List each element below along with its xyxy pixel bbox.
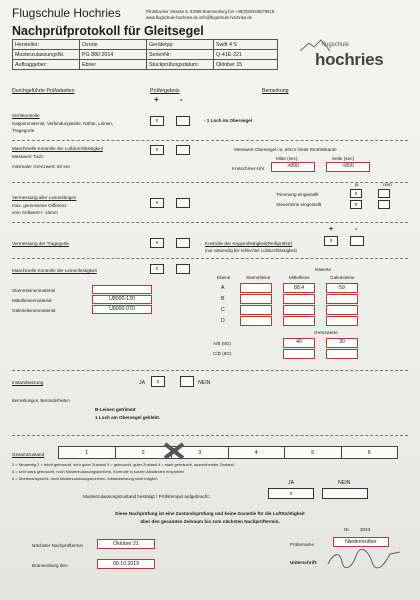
date-value: 09.10.2019 [97,559,155,569]
s1-plus-checkbox[interactable]: x [150,116,164,126]
pruefer-value: Niederreuther [333,537,389,547]
gesamt-scale-1[interactable]: 1 [59,447,116,459]
muster-nein-label: NEIN [338,480,351,486]
remarks-line1: B-Leinen getrimmt [95,407,136,412]
info-label: Stückprüfungsdatum: [147,60,214,70]
s5-m-galerie-label: Galerieleinenmaterial [12,308,56,313]
level-label: C [221,307,225,313]
s2-seite-label: Seite (sec) [332,156,354,161]
s6-title: Instandsetzung [12,380,44,385]
muster-label: Musterzulassungszustand bestätigt / Prüfstempel aufgebracht: [83,494,210,499]
gesamt-label: Gesamtzustand [12,452,45,457]
info-label: Hersteller: [13,40,80,50]
cross-mark-icon [163,442,185,460]
s2-plus-checkbox[interactable]: x [150,145,164,155]
info-row [13,60,278,70]
s5-galerie: Galerieleine [330,275,355,280]
s5-title: Maschinelle Kontrolle der Leinenfestigkeit [12,268,97,273]
s3-minus-checkbox[interactable] [176,198,190,208]
level-stamm-cell [240,283,272,293]
col-plus: + [154,95,159,104]
s5-ebene: Ebene [217,275,231,280]
gesamt-scale-5[interactable]: 5 [285,447,342,459]
s2-mitte-value: >800 [271,162,315,172]
divider [12,222,408,223]
signature-icon [324,548,404,570]
s4-plus-label: + [329,226,334,233]
gesamt-scale-3[interactable]: 3 [172,447,229,459]
muster-ja-checkbox[interactable]: x [268,488,314,499]
logo-small-text: flugschule [322,42,350,48]
divider [12,370,408,371]
next-label: Nächster Nachprüftermin [32,543,84,548]
level-galerie-cell: 59 [326,283,358,293]
company-web: www.flugschule-hochries.de info@flugschule-hochries.de [146,15,252,20]
s5-mittel: Mittelleine [289,275,310,280]
gesamt-scale [58,446,398,459]
s3-steuer-ja-checkbox[interactable]: x [350,200,362,209]
col-result: Prüfergebnis [150,88,180,94]
s2-minus-checkbox[interactable] [176,145,190,155]
s2-title: Maschinelle Kontrolle der Luftdurchlässigkeit [12,146,103,151]
nr-value: 3343 [360,527,371,532]
s5-grenzwerte: Grenzwerte [314,330,338,335]
s4-kappe-minus-checkbox[interactable] [350,236,364,246]
date-label: Brannenburg den [32,563,68,568]
col-done: Durchgeführte Prüfarbeiten [12,88,75,94]
s4-minus-label: - [355,226,358,233]
level-label: D [221,318,225,324]
muster-ja-label: JA [288,480,295,486]
info-value: Q-41E-221 [214,50,278,60]
info-value: Ebner [80,60,147,70]
s2-position: Messwert Obersegel ca. 20cm hinter Eintrittskante [234,147,337,152]
s3-steuer-label: Steuerleine eingestellt [276,202,322,207]
s3-plus-checkbox[interactable]: x [150,198,164,208]
s5-m-mittel-value: U8000-130 [92,295,152,304]
level-stamm-cell [240,294,272,304]
divider [12,140,408,141]
level-mittel-cell [283,316,315,326]
s6-nein-checkbox[interactable] [180,376,194,387]
s3-ja-label: ja [355,182,359,187]
s4-kappe-note: (nur notwendig bei schlechter Luftdurchlässigkeit) [205,248,297,253]
muster-nein-checkbox[interactable] [322,488,368,499]
info-row [13,50,278,60]
gesamt-scale-6[interactable]: 6 [341,447,398,459]
info-label: Auftraggeber: [13,60,80,70]
level-label: B [221,296,225,302]
s2-seite-value: >800 [326,162,370,172]
divider [12,435,408,436]
s3-trim-ja-checkbox[interactable]: x [350,189,362,198]
s4-plus-checkbox[interactable]: x [150,238,164,248]
info-row [13,40,278,50]
info-label: MusterzulassungsNr. [13,50,80,60]
s4-kappe-plus-checkbox[interactable]: x [324,236,338,246]
info-label: SerienNr: [147,50,214,60]
level-galerie-cell [326,316,358,326]
info-value: Oktober 15 [214,60,278,70]
col-minus: - [180,95,183,104]
s4-title: Vermessung der Tragegurte [12,241,69,246]
s2-meas: Messwert Tuch: [12,154,45,159]
info-table [12,39,278,70]
s5-minus-checkbox[interactable] [176,264,190,274]
s1-title: Sichtkontrolle [12,113,40,118]
level-stamm-cell [240,305,272,315]
mountain-logo-icon [300,38,330,52]
s1-remark: - 1 Loch im Obersegel [204,118,252,123]
level-mittel-cell [283,305,315,315]
s2-min: minimaler Grenzwert: 60 sec [12,164,71,169]
company-name: Flugschule Hochries [12,6,121,20]
gesamt-scale-2[interactable]: 2 [115,447,172,459]
s3-desc2: vom Sollwert+/- 10mm [12,210,58,215]
s5-ab-galerie: 30 [326,338,358,348]
level-galerie-cell [326,294,358,304]
remarks-line2: 1 Loch am Obersegel geklebt. [95,415,161,420]
gesamt-scale-4[interactable]: 4 [228,447,285,459]
remarks-label: Bemerkungen, Besonderheiten [12,398,70,403]
nr-label: Nr. [344,527,350,532]
info-value: Ozone [80,40,147,50]
divider [12,182,408,183]
gesamt-legend3: 6 = Überbeansprucht, nicht Musterzulassungskonform, Instandsetzung nicht möglich [12,476,158,481]
info-label: Gerätetyp: [147,40,214,50]
s5-m-mittel-label: Mittelleinenmaterial [12,298,52,303]
s3-desc1: max. gemessene Differenz [12,203,67,208]
logo-text: hochries [315,50,384,69]
info-value: PG 880 2014 [80,50,147,60]
level-mittel-cell: 88,4 [283,283,315,293]
s5-stamm: Stammleine [246,275,271,280]
s1-desc: Kappenmaterial, Verbindungsteile, Nähte, Leinen, Tragegurte [12,121,114,133]
s2-kretschmer: Kretschmer-Uhr [232,166,265,171]
pruefer-label: Prüfername [290,542,315,547]
s6-ja-checkbox[interactable]: x [151,376,165,387]
s3-nein-label: nein [383,182,392,187]
s1-minus-checkbox[interactable] [176,116,190,126]
s5-m-stamm-value [92,285,152,294]
s6-ja-label: JA [139,380,146,386]
next-value: Oktober 21 [97,539,155,549]
s3-steuer-nein-checkbox[interactable] [378,200,390,209]
gesamt-legend1: 1 = Neuwertig 2 = leicht gebraucht, sehr guter Zustand 3 = gebraucht, guter Zustand 4 = stark gebraucht, ausreichender Zustand [12,462,234,467]
s3-trim-nein-checkbox[interactable] [378,189,390,198]
level-galerie-cell [326,305,358,315]
company-address: Flintsbacher Strasse 6, 83098 Brannenburg fon +49(0)8034/6079618 [146,9,275,14]
notice-line1: Diese Nachprüfung ist eine Zustandsprüfung und keine Garantie für die Lufttüchtigkeit [115,511,305,516]
s6-nein-label: NEIN [198,380,211,386]
s4-kappe-label: Kontrolle der Kappenfestigkeit(Reißprüfstr) [205,241,293,246]
s5-plus-checkbox[interactable]: x [150,264,164,274]
divider [12,258,408,259]
level-label: A [221,285,225,291]
s5-cd-galerie [326,349,358,359]
col-remark: Bemerkung [262,88,289,94]
notice-line2: über den gesamten Zeitraum bis zum nächsten Nachprüftermin. [140,519,280,524]
info-value: Swift 4 S [214,40,278,50]
level-stamm-cell [240,316,272,326]
s5-m-galerie-value: U8000-070 [92,305,152,314]
level-mittel-cell [283,294,315,304]
s5-ab-mittel: 40 [283,338,315,348]
page-title: Nachprüfprotokoll für Gleitsegel [12,24,204,38]
sign-label: Unterschrift: [290,560,318,565]
s3-title: Vermessung aller Leinenlängen [12,195,77,200]
s2-mitte-label: Mitte (sec) [276,156,298,161]
s5-cd-mittel [283,349,315,359]
gesamt-legend2: 5 = sehr stark gebraucht, noch Musterzulassungskonform, Kontrolle in kurzen Abständen empfohlen [12,469,185,474]
s5-istwerte: Istwerte [315,267,332,272]
s4-minus-checkbox[interactable] [176,238,190,248]
s3-trim-label: Trimmung eingestellt [276,192,319,197]
s5-ab-label: A/B (8G) [213,341,231,346]
s5-m-stamm-label: Stammleinenmaterial [12,288,56,293]
s5-cd-label: C/D (6G) [213,351,232,356]
